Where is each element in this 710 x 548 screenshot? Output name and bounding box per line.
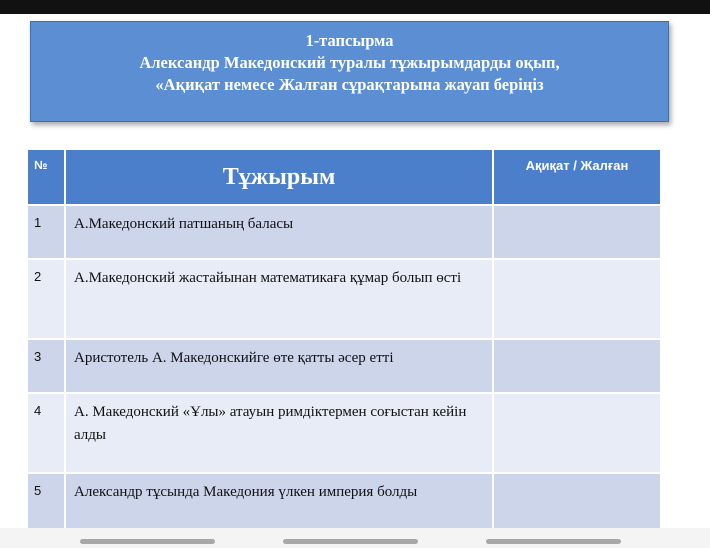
row-number: 5 xyxy=(27,473,65,537)
statements-table xyxy=(26,148,660,528)
table-header-row xyxy=(27,149,661,205)
table-row xyxy=(27,259,661,339)
row-number: 2 xyxy=(27,259,65,339)
row-answer-cell[interactable] xyxy=(493,205,661,259)
row-statement: Александр тұсында Македония үлкен империя болды xyxy=(65,473,493,537)
page-indicator xyxy=(80,539,215,544)
page-indicator xyxy=(486,539,621,544)
top-bar xyxy=(0,0,710,14)
bottom-bar xyxy=(0,528,710,548)
row-statement: А.Македонский жастайынан математикаға құмар болып өсті xyxy=(65,259,493,339)
row-number: 1 xyxy=(27,205,65,259)
task-title: 1-тапсырма xyxy=(305,31,394,50)
header-answer: Ақиқат / Жалған xyxy=(493,149,661,205)
row-statement: А.Македонский патшаның баласы xyxy=(65,205,493,259)
task-banner xyxy=(30,21,669,122)
row-statement: Аристотель А. Македонскийге өте қатты әсер етті xyxy=(65,339,493,393)
table-row xyxy=(27,205,661,259)
table-row xyxy=(27,339,661,393)
table-row xyxy=(27,393,661,473)
row-answer-cell[interactable] xyxy=(493,339,661,393)
row-statement: А. Македонский «Ұлы» атауын римдіктермен соғыстан кейін алды xyxy=(65,393,493,473)
row-number: 4 xyxy=(27,393,65,473)
task-instruction-line-2: «Ақиқат немесе Жалған сұрақтарына жауап беріңіз xyxy=(155,75,544,94)
row-answer-cell[interactable] xyxy=(493,393,661,473)
header-number: № xyxy=(27,149,65,205)
task-instruction-line-1: Александр Македонский туралы тұжырымдарды оқып, xyxy=(139,53,560,72)
row-answer-cell[interactable] xyxy=(493,259,661,339)
page-indicator xyxy=(283,539,418,544)
header-statement: Тұжырым xyxy=(65,149,493,205)
row-number: 3 xyxy=(27,339,65,393)
